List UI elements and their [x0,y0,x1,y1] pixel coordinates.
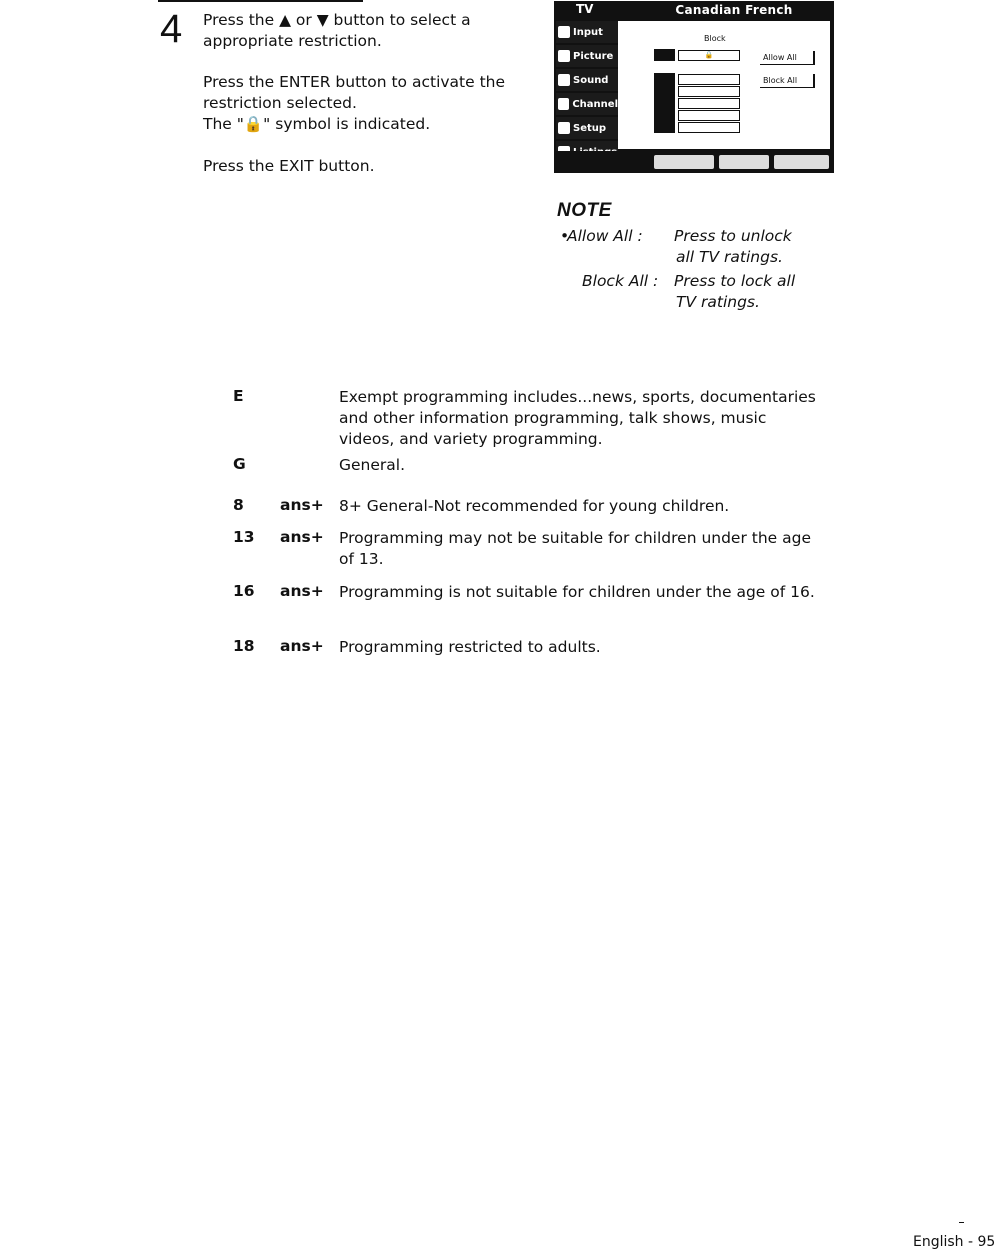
step-instruction-symbol: The "🔒" symbol is indicated. [203,115,431,133]
tv-tab-label: TV [576,2,594,16]
tv-menu-sound: Sound [556,69,618,91]
note-allow-label: Allow All : [567,227,643,245]
step-instruction-enter: Press the ENTER button to activate the restriction selected. [203,73,506,112]
step-instruction-exit: Press the EXIT button. [203,157,375,175]
tv-menu-channel: Channel [556,93,618,115]
top-rule [158,0,363,2]
tv-screen-illustration [554,1,834,173]
page-number: English - 95 [913,1234,996,1250]
input-icon [558,26,570,38]
tv-rating-panel: Block 🔒 Allow All Block All [618,21,830,149]
rating-desc-g: General. [339,456,406,474]
rating-code-18: 18 [233,637,255,655]
setup-icon [558,122,570,134]
note-block-text-1: Press to lock all [674,272,796,290]
step-instruction-select: Press the ▲ or ▼ button to select a appropriate restriction. [203,11,471,50]
rating-desc-16: Programming is not suitable for children under the age of 16. [339,583,815,601]
note-block-text-2: TV ratings. [676,293,760,311]
note-block-label: Block All : [582,272,659,290]
allow-all-button: Allow All [760,51,815,65]
rating-code-e: E [233,387,244,405]
rating-desc-13: Programming may not be suitable for children under the age of 13. [339,529,812,568]
tv-side-menu [556,21,618,165]
rating-desc-18: Programming restricted to adults. [339,638,601,656]
note-allow-text-1: Press to unlock [674,227,792,245]
step-number: 4 [160,7,183,51]
rating-desc-e: Exempt programming includes...news, sports, documentaries and other information programming, talk shows, music videos, and variety programming. [339,388,816,448]
note-bullet: • [560,227,570,245]
rating-desc-8: 8+ General-Not recommended for young children. [339,497,730,515]
tv-screen-title: Canadian French [675,3,793,17]
tv-menu-picture: Picture [556,45,618,67]
block-column-label: Block [704,34,726,43]
rating-code-g: G [233,455,246,473]
rating-code-16: 16 [233,582,255,600]
block-all-button: Block All [760,74,815,88]
tv-menu-input: Input [556,21,618,43]
tv-bottom-bar [554,151,834,173]
note-allow-text-2: all TV ratings. [676,248,783,266]
rating-suffix-8: ans+ [280,496,324,514]
note-heading: NOTE [557,200,612,221]
tv-title-bar [554,1,834,18]
rating-suffix-16: ans+ [280,582,324,600]
footer-dash [959,1222,964,1223]
picture-icon [558,50,570,62]
rating-code-13: 13 [233,528,255,546]
rating-code-8: 8 [233,496,244,514]
rating-suffix-18: ans+ [280,637,324,655]
tv-menu-setup: Setup [556,117,618,139]
sound-icon [558,74,570,86]
channel-icon [558,98,569,110]
rating-suffix-13: ans+ [280,528,324,546]
